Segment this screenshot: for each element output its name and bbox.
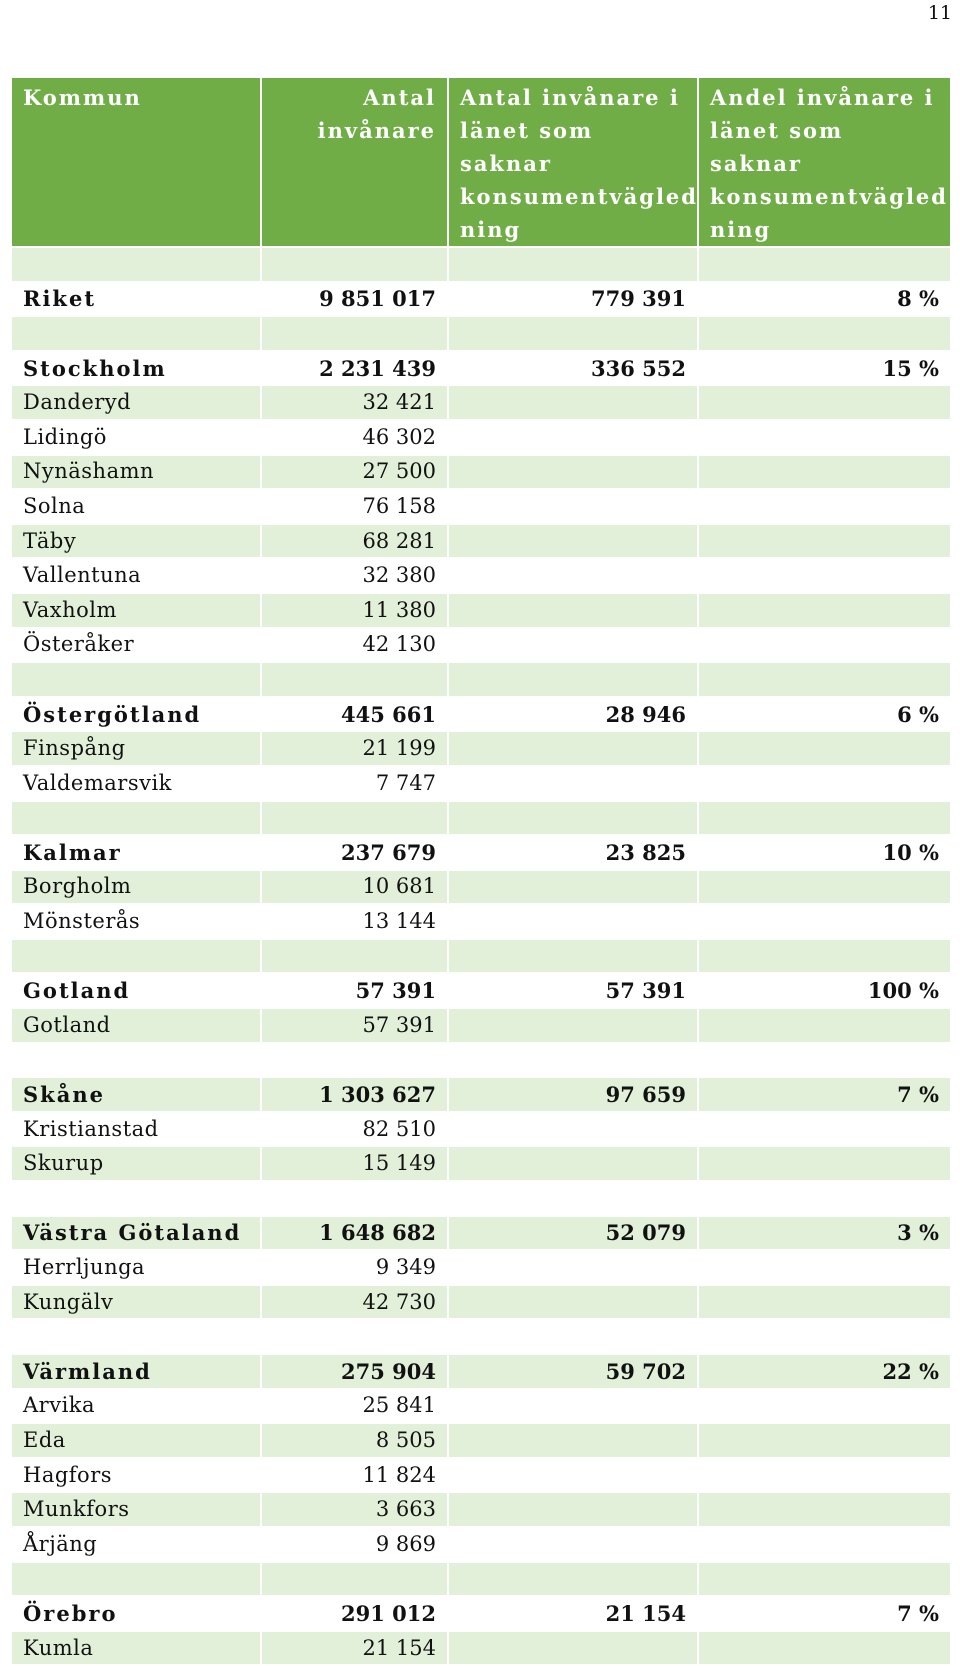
spacer-row [11,1043,951,1078]
andel-saknar-cell [698,1458,951,1493]
antal-invanare-cell: 25 841 [261,1389,448,1424]
antal-invanare-cell: 3 663 [261,1492,448,1527]
municipality-row [11,385,951,420]
antal-saknar-cell [448,1423,698,1458]
municipality-row [11,1146,951,1181]
andel-saknar-cell [698,766,951,801]
municipality-row [11,489,951,524]
empty-cell [11,247,261,282]
andel-saknar-cell [698,420,951,455]
antal-invanare-cell: 291 012 [261,1596,448,1631]
kommun-cell: Örebro [11,1596,261,1631]
antal-saknar-cell: 23 825 [448,835,698,870]
antal-invanare-cell: 9 851 017 [261,282,448,317]
antal-saknar-cell [448,1250,698,1285]
empty-cell [261,316,448,351]
andel-saknar-cell [698,1389,951,1424]
county-row [11,282,951,317]
andel-saknar-cell [698,1285,951,1320]
antal-invanare-cell: 9 349 [261,1250,448,1285]
antal-saknar-cell [448,420,698,455]
antal-saknar-cell [448,385,698,420]
andel-saknar-cell: 10 % [698,835,951,870]
empty-cell [698,316,951,351]
antal-invanare-cell: 82 510 [261,1112,448,1147]
andel-saknar-cell [698,1112,951,1147]
empty-cell [698,1319,951,1354]
kommun-cell: Borgholm [11,870,261,905]
spacer-row [11,939,951,974]
antal-invanare-cell: 9 869 [261,1527,448,1562]
antal-invanare-cell: 1 648 682 [261,1216,448,1251]
andel-saknar-cell: 22 % [698,1354,951,1389]
empty-cell [698,1562,951,1597]
antal-invanare-cell: 7 747 [261,766,448,801]
antal-invanare-cell: 11 380 [261,593,448,628]
empty-cell [698,247,951,282]
kommun-cell: Täby [11,524,261,559]
antal-invanare-cell: 21 199 [261,731,448,766]
antal-invanare-cell: 42 130 [261,628,448,663]
municipality-row [11,1285,951,1320]
kommun-cell: Nynäshamn [11,455,261,490]
andel-saknar-cell [698,455,951,490]
andel-saknar-cell [698,385,951,420]
andel-saknar-cell: 7 % [698,1596,951,1631]
antal-saknar-cell [448,524,698,559]
empty-cell [11,801,261,836]
empty-cell [11,939,261,974]
empty-cell [261,1181,448,1216]
municipality-row [11,731,951,766]
empty-cell [698,1181,951,1216]
antal-invanare-cell: 10 681 [261,870,448,905]
municipality-row [11,904,951,939]
kommun-cell: Danderyd [11,385,261,420]
empty-cell [11,1181,261,1216]
antal-invanare-cell: 21 154 [261,1631,448,1666]
antal-invanare-cell: 57 391 [261,1008,448,1043]
empty-cell [698,662,951,697]
kommun-cell: Stockholm [11,351,261,386]
kommun-cell: Kalmar [11,835,261,870]
antal-saknar-cell: 779 391 [448,282,698,317]
andel-saknar-cell [698,1631,951,1666]
antal-saknar-cell [448,1146,698,1181]
municipality-table [10,76,952,1666]
kommun-cell: Skurup [11,1146,261,1181]
empty-cell [261,939,448,974]
antal-saknar-cell [448,1631,698,1666]
antal-invanare-cell: 2 231 439 [261,351,448,386]
municipality-row [11,870,951,905]
antal-saknar-cell: 97 659 [448,1077,698,1112]
empty-cell [11,662,261,697]
kommun-cell: Kristianstad [11,1112,261,1147]
header-row [11,77,951,247]
empty-cell [261,662,448,697]
spacer-row [11,801,951,836]
antal-invanare-cell: 27 500 [261,455,448,490]
empty-cell [448,316,698,351]
empty-cell [698,801,951,836]
municipality-row [11,1492,951,1527]
antal-saknar-cell [448,870,698,905]
county-row [11,1216,951,1251]
table-body [11,247,951,1665]
municipality-row [11,455,951,490]
empty-cell [698,1043,951,1078]
antal-invanare-cell: 275 904 [261,1354,448,1389]
empty-cell [448,247,698,282]
antal-saknar-cell [448,558,698,593]
antal-saknar-cell: 59 702 [448,1354,698,1389]
antal-invanare-cell: 15 149 [261,1146,448,1181]
header-kommun: Kommun [11,77,261,247]
county-row [11,1077,951,1112]
antal-saknar-cell: 57 391 [448,973,698,1008]
empty-cell [11,1562,261,1597]
kommun-cell: Kungälv [11,1285,261,1320]
municipality-row [11,1631,951,1666]
empty-cell [448,1319,698,1354]
header-antal-invanare: Antal invånare [261,77,448,247]
county-row [11,973,951,1008]
kommun-cell: Eda [11,1423,261,1458]
empty-cell [261,1562,448,1597]
municipality-row [11,524,951,559]
kommun-cell: Valdemarsvik [11,766,261,801]
antal-invanare-cell: 76 158 [261,489,448,524]
antal-invanare-cell: 13 144 [261,904,448,939]
municipality-row [11,558,951,593]
antal-saknar-cell: 336 552 [448,351,698,386]
andel-saknar-cell [698,1008,951,1043]
antal-invanare-cell: 8 505 [261,1423,448,1458]
antal-saknar-cell [448,1389,698,1424]
andel-saknar-cell: 100 % [698,973,951,1008]
kommun-cell: Hagfors [11,1458,261,1493]
andel-saknar-cell [698,558,951,593]
antal-saknar-cell: 21 154 [448,1596,698,1631]
kommun-cell: Kumla [11,1631,261,1666]
andel-saknar-cell: 6 % [698,697,951,732]
antal-invanare-cell: 1 303 627 [261,1077,448,1112]
spacer-row [11,1562,951,1597]
page-number: 11 [927,2,952,24]
empty-cell [11,1319,261,1354]
municipality-row [11,628,951,663]
empty-cell [698,939,951,974]
antal-invanare-cell: 11 824 [261,1458,448,1493]
andel-saknar-cell [698,731,951,766]
kommun-cell: Årjäng [11,1527,261,1562]
antal-invanare-cell: 237 679 [261,835,448,870]
kommun-cell: Gotland [11,973,261,1008]
andel-saknar-cell [698,1146,951,1181]
andel-saknar-cell [698,628,951,663]
spacer-row [11,1181,951,1216]
antal-invanare-cell: 42 730 [261,1285,448,1320]
kommun-cell: Östergötland [11,697,261,732]
andel-saknar-cell: 7 % [698,1077,951,1112]
kommun-cell: Arvika [11,1389,261,1424]
kommun-cell: Vaxholm [11,593,261,628]
andel-saknar-cell: 15 % [698,351,951,386]
antal-saknar-cell [448,628,698,663]
municipality-row [11,593,951,628]
kommun-cell: Finspång [11,731,261,766]
county-row [11,1596,951,1631]
empty-cell [448,801,698,836]
antal-saknar-cell [448,1458,698,1493]
antal-saknar-cell: 52 079 [448,1216,698,1251]
empty-cell [448,1043,698,1078]
andel-saknar-cell [698,1250,951,1285]
empty-cell [448,662,698,697]
empty-cell [261,1319,448,1354]
county-row [11,1354,951,1389]
antal-saknar-cell [448,1112,698,1147]
antal-invanare-cell: 445 661 [261,697,448,732]
county-row [11,351,951,386]
antal-saknar-cell [448,1285,698,1320]
empty-cell [261,247,448,282]
andel-saknar-cell [698,904,951,939]
antal-invanare-cell: 32 380 [261,558,448,593]
empty-cell [448,1181,698,1216]
municipality-row [11,1008,951,1043]
antal-saknar-cell: 28 946 [448,697,698,732]
municipality-row [11,1112,951,1147]
antal-saknar-cell [448,593,698,628]
andel-saknar-cell [698,870,951,905]
kommun-cell: Skåne [11,1077,261,1112]
municipality-row [11,420,951,455]
header-andel-saknar: Andel invånare i länet som saknar konsumentvägled ning [698,77,951,247]
municipality-row [11,1423,951,1458]
antal-saknar-cell [448,489,698,524]
antal-saknar-cell [448,1527,698,1562]
kommun-cell: Lidingö [11,420,261,455]
andel-saknar-cell [698,524,951,559]
andel-saknar-cell [698,489,951,524]
kommun-cell: Herrljunga [11,1250,261,1285]
kommun-cell: Mönsterås [11,904,261,939]
andel-saknar-cell: 8 % [698,282,951,317]
kommun-cell: Solna [11,489,261,524]
antal-saknar-cell [448,904,698,939]
empty-cell [448,1562,698,1597]
municipality-row [11,1458,951,1493]
antal-saknar-cell [448,731,698,766]
kommun-cell: Riket [11,282,261,317]
antal-saknar-cell [448,455,698,490]
empty-cell [11,1043,261,1078]
empty-cell [261,801,448,836]
empty-cell [448,939,698,974]
antal-saknar-cell [448,1492,698,1527]
antal-invanare-cell: 68 281 [261,524,448,559]
andel-saknar-cell [698,1492,951,1527]
kommun-cell: Västra Götaland [11,1216,261,1251]
antal-invanare-cell: 57 391 [261,973,448,1008]
kommun-cell: Vallentuna [11,558,261,593]
andel-saknar-cell [698,593,951,628]
andel-saknar-cell [698,1527,951,1562]
spacer-row [11,662,951,697]
header-antal-saknar: Antal invånare i länet som saknar konsumentvägled ning [448,77,698,247]
county-row [11,697,951,732]
kommun-cell: Värmland [11,1354,261,1389]
table-header [11,77,951,247]
antal-invanare-cell: 46 302 [261,420,448,455]
municipality-row [11,1250,951,1285]
spacer-row [11,316,951,351]
county-row [11,835,951,870]
municipality-row [11,1527,951,1562]
antal-saknar-cell [448,766,698,801]
kommun-cell: Österåker [11,628,261,663]
empty-cell [261,1043,448,1078]
empty-cell [11,316,261,351]
municipality-row [11,1389,951,1424]
spacer-row [11,1319,951,1354]
kommun-cell: Munkfors [11,1492,261,1527]
spacer-row [11,247,951,282]
municipality-row [11,766,951,801]
andel-saknar-cell: 3 % [698,1216,951,1251]
antal-invanare-cell: 32 421 [261,385,448,420]
antal-saknar-cell [448,1008,698,1043]
kommun-cell: Gotland [11,1008,261,1043]
andel-saknar-cell [698,1423,951,1458]
